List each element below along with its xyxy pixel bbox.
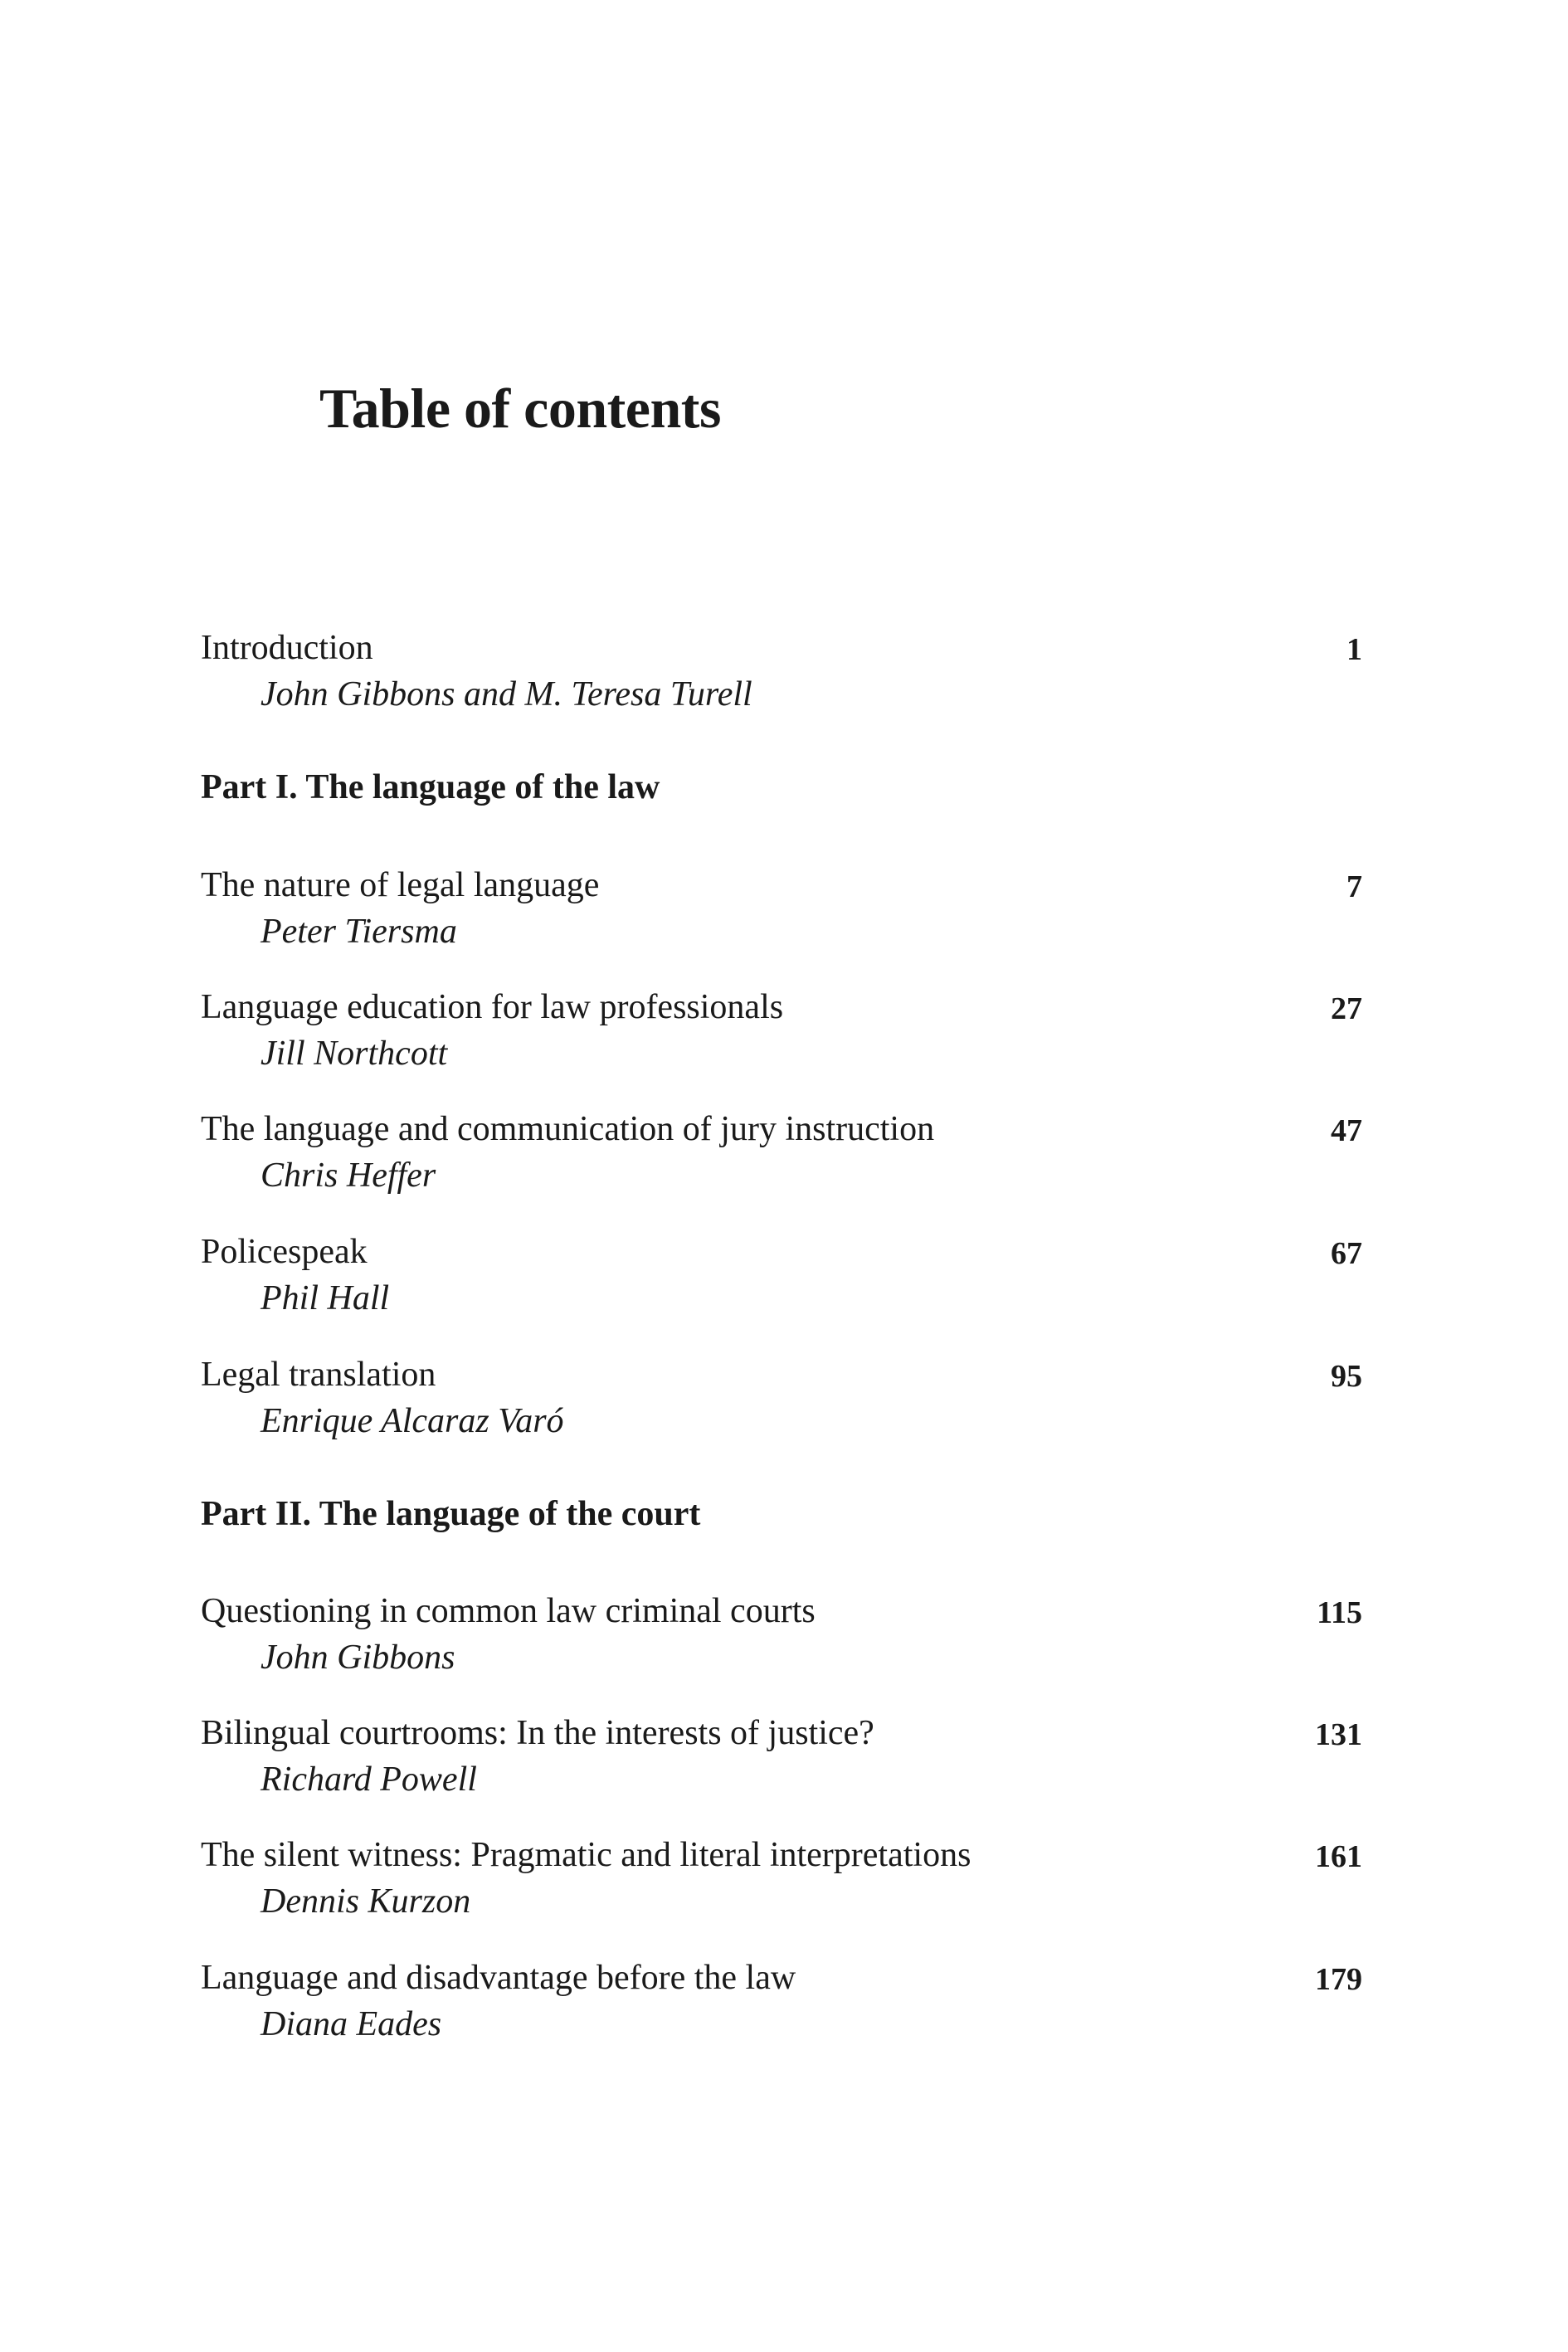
entry-title: Questioning in common law criminal courts	[201, 1592, 816, 1630]
page-title: Table of contents	[319, 377, 721, 440]
entry-page-number: 67	[1331, 1236, 1362, 1271]
entry-author: Richard Powell	[261, 1760, 477, 1799]
entry-author: Jill Northcott	[261, 1035, 448, 1073]
entry-page-number: 7	[1346, 869, 1362, 904]
entry-page-number: 131	[1315, 1717, 1362, 1752]
entry-page-number: 179	[1315, 1962, 1362, 1997]
entry-page-number: 161	[1315, 1839, 1362, 1874]
entry-author: Diana Eades	[261, 2005, 442, 2043]
entry-author: John Gibbons	[261, 1639, 455, 1677]
entry-author: Enrique Alcaraz Varó	[261, 1402, 564, 1440]
entry-title: The nature of legal language	[201, 866, 600, 904]
entry-page-number: 47	[1331, 1113, 1362, 1148]
entry-author: Dennis Kurzon	[261, 1882, 471, 1921]
entry-title: The silent witness: Pragmatic and literal interpretations	[201, 1836, 971, 1874]
entry-title: The language and communication of jury instruction	[201, 1110, 935, 1148]
entry-page-number: 27	[1331, 991, 1362, 1026]
entry-author: John Gibbons and M. Teresa Turell	[261, 675, 752, 713]
entry-author: Chris Heffer	[261, 1157, 436, 1195]
entry-author: Peter Tiersma	[261, 913, 457, 951]
entry-title: Language education for law professionals	[201, 988, 784, 1026]
entry-title: Language and disadvantage before the law	[201, 1959, 796, 1997]
entry-page-number: 95	[1331, 1359, 1362, 1394]
entry-author: Phil Hall	[261, 1279, 390, 1317]
entry-title: Bilingual courtrooms: In the interests of justice?	[201, 1714, 874, 1752]
entry-page-number: 1	[1346, 632, 1362, 667]
part-heading: Part II. The language of the court	[201, 1495, 701, 1533]
entry-title: Legal translation	[201, 1356, 436, 1394]
entry-title: Introduction	[201, 629, 373, 667]
entry-page-number: 115	[1317, 1595, 1362, 1630]
part-heading: Part I. The language of the law	[201, 768, 660, 806]
entry-title: Policespeak	[201, 1233, 368, 1271]
